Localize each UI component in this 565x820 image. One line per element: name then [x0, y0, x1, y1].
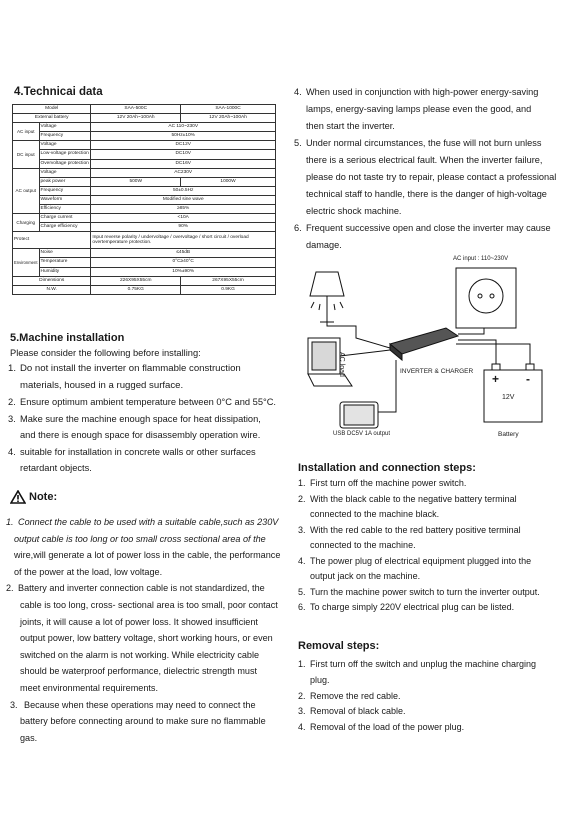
wiring-diagram	[296, 252, 560, 448]
table-row: DC input Voltage DC12V	[13, 141, 276, 150]
list-item: 6. Frequent successive open and close the inverter may cause damage.	[294, 223, 551, 250]
list-item: 4. Removal of the load of the power plug.	[298, 722, 465, 733]
list-item: 3. With the red cable to the red battery positive terminal connected to the machine.	[298, 524, 521, 550]
list-item: 2. Battery and inverter connection cable is not standardized, the cable is too long, cross- sectional area is too small, poor contact joints, it will cause a lot of power loss. It showed insufficient output power, low battery voltage, short working hours, or even switched on the alarm is not working. While electricity cable should be waterproof performance, dielectric strength must meet environmental requirements.	[6, 583, 278, 693]
list-item: 5. Turn the machine power switch to turn the inverter output.	[298, 586, 540, 597]
installation-intro: Please consider the following before installing:	[10, 348, 201, 358]
table-row: Temperature 0°C≥40°C	[13, 258, 276, 267]
list-item: 3. Make sure the machine enough space for heat dissipation, and there is enough space for disassembly operation wire.	[8, 413, 261, 440]
note-title: Note:	[29, 491, 58, 503]
installation-title: 5.Machine installation	[10, 332, 125, 344]
spec-table	[12, 104, 276, 295]
table-row: Low-voltage protection DC10V	[13, 150, 276, 159]
table-row: Environment Noise ≤45dB	[13, 249, 276, 258]
warning-icon	[10, 490, 26, 504]
list-item: 4. When used in conjunction with high-power energy-saving lamps, energy-saving lamps please even the good, and then start the inverter.	[294, 87, 539, 131]
table-row: N.W. 0.75KG 0.9KG	[13, 285, 276, 294]
table-row: Overvoltage protection DC16V	[13, 159, 276, 168]
table-row: Frequency 50Hz±10%	[13, 132, 276, 141]
inverter-label: INVERTER & CHARGER	[400, 368, 474, 375]
ac-input-label: AC input : 110~230V	[453, 256, 509, 262]
list-item: 1. Do not install the inverter on flammable construction materials, housed in a rugged surface.	[8, 363, 241, 391]
list-item: 2. Ensure optimum ambient temperature between 0°C and 55°C.	[8, 397, 277, 407]
battery-voltage-label: 12V	[502, 394, 515, 401]
inverter-icon	[390, 328, 458, 360]
list-item: 2. With the black cable to the negative battery terminal connected to the machine black.	[298, 493, 517, 519]
technical-data-title: 4.Technicai data	[14, 86, 103, 98]
removal-title: Removal steps:	[298, 640, 380, 652]
table-row: Charge efficiency 90%	[13, 223, 276, 232]
table-row: External battery 12V 20Ah~100Ah 12V 20Ah~100Ah	[13, 114, 276, 123]
installation-list	[8, 361, 280, 477]
safety-list-continued	[294, 84, 560, 254]
list-item: 4. The power plug of electrical equipment plugged into the output jack on the machine.	[298, 555, 532, 581]
battery-minus: -	[526, 372, 530, 386]
table-row: Dimensions 226X95X55cm 267X95X55cm	[13, 276, 276, 285]
table-row: Protect Input reverse polarity / undervoltage / overvoltage / short circuit / overload overtemperature protection.	[13, 232, 276, 249]
table-row: Charging Charge current <10A	[13, 214, 276, 223]
table-row: Model SAA-500C SAA-1000C	[13, 105, 276, 114]
list-item: 6. To charge simply 220V electrical plug can be listed.	[298, 602, 515, 612]
lamp-icon	[310, 272, 344, 322]
connection-title: Installation and connection steps:	[298, 462, 476, 474]
laptop-icon	[308, 338, 352, 386]
battery-plus: +	[492, 372, 500, 386]
list-item: 5. Under normal circumstances, the fuse will not burn unless there is a serious electrical fault. When the inverter failure, please do not taste try to repair, please contact a professional technical staff to handle, there is the danger of high-voltage electric shock machine.	[294, 138, 557, 216]
table-row: peak power 500W 1000W	[13, 177, 276, 186]
phone-icon	[340, 402, 378, 428]
wall-socket-icon	[456, 268, 516, 328]
list-item: 1. Connect the cable to be used with a suitable cable,such as 230V output cable is too long or too small cross sectional area of the wire,will generate a lot of power loss in the cable, the performance of the power at the load, low voltage.	[6, 517, 281, 577]
removal-list	[298, 657, 560, 736]
table-row: Waveform Modified sine wave	[13, 195, 276, 204]
connection-list	[298, 476, 560, 616]
list-item: 1. First turn off the switch and unplug the machine charging plug.	[298, 659, 536, 685]
note-header	[10, 490, 57, 504]
ac-load-label: AC load	[338, 352, 345, 377]
usb-output-label: USB DC5V 1A output	[333, 431, 391, 437]
note-list	[6, 514, 282, 746]
list-item: 4. suitable for installation in concrete walls or other surfaces retardant objects.	[8, 446, 256, 473]
table-row: AC input Voltage AC 110~230V	[13, 123, 276, 132]
table-row: Frequency 50±0.5Hz	[13, 186, 276, 195]
battery-label: Battery	[498, 431, 519, 438]
table-row: AC output Voltage AC230V	[13, 168, 276, 177]
list-item: 3. Removal of black cable.	[298, 706, 406, 717]
table-row: Efficiency ≥85%	[13, 205, 276, 214]
list-item: 2. Remove the red cable.	[298, 690, 401, 701]
list-item: 3. Because when these operations may need to connect the battery before connecting around to make sure no flammable gas.	[10, 699, 266, 743]
list-item: 1. First turn off the machine power switch.	[298, 478, 467, 488]
table-row: Humidity 10%±90%	[13, 267, 276, 276]
